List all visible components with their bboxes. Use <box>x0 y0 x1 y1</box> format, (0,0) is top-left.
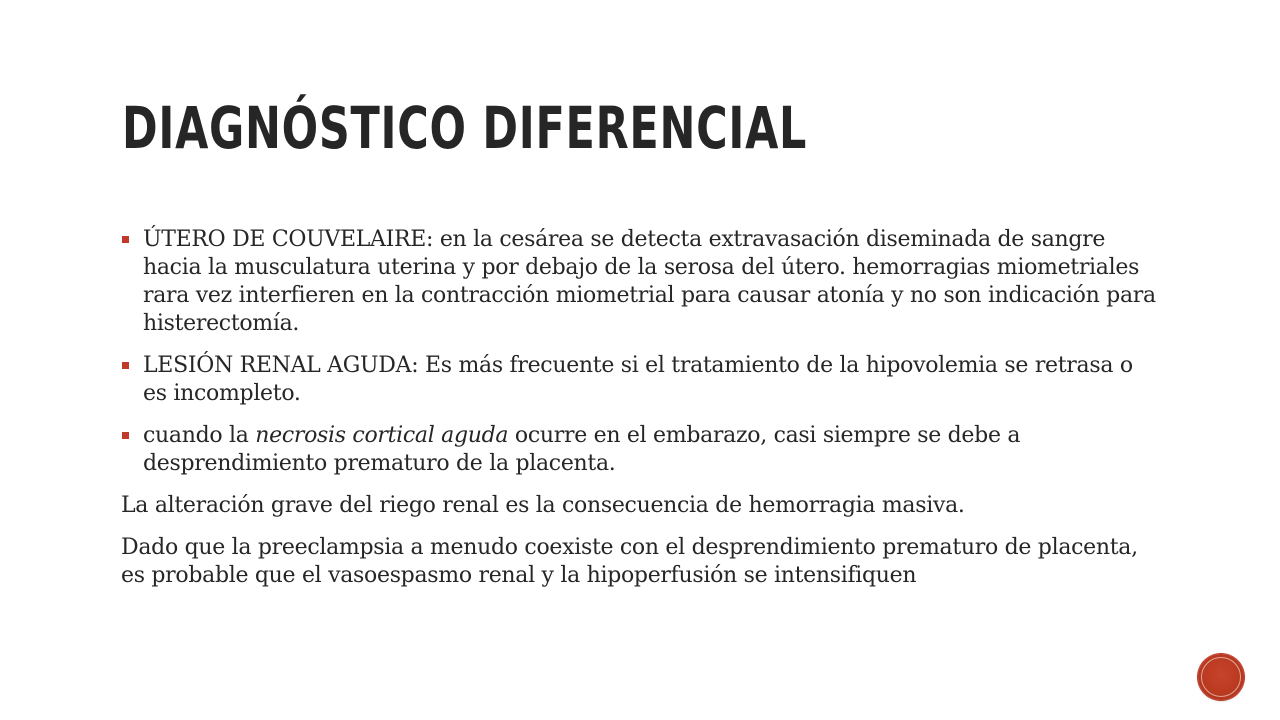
bullet-square-icon <box>122 432 129 439</box>
bullet-item-necrosis <box>121 422 1161 478</box>
bullet-text-italic: necrosis cortical aguda <box>255 423 509 448</box>
bullet-text-before: cuando la <box>143 423 256 448</box>
bullet-text-after: ocurre en el embarazo, casi siempre se debe a desprendimiento prematuro de la placenta. <box>143 423 1021 476</box>
bullet-text: : Es más frecuente si el tratamiento de la hipovolemia se retrasa o es incompleto. <box>143 353 1133 406</box>
paragraph-riego-renal: La alteración grave del riego renal es la consecuencia de hemorragia masiva. <box>121 493 965 518</box>
slide-nav-circle-icon[interactable] <box>1198 654 1244 700</box>
bullet-square-icon <box>122 236 129 243</box>
slide-content <box>121 226 1161 604</box>
bullet-square-icon <box>122 362 129 369</box>
bullet-item-lesion-renal <box>121 352 1161 408</box>
bullet-lead: ÚTERO DE COUVELAIRE <box>143 227 427 252</box>
bullet-item-couvelaire <box>121 226 1161 338</box>
bullet-lead: LESIÓN RENAL AGUDA <box>143 353 412 378</box>
paragraph-preeclampsia: Dado que la preeclampsia a menudo coexiste con el desprendimiento prematuro de placenta, es probable que el vasoespasmo renal y la hipoperfusión se intensifiquen <box>121 535 1138 588</box>
slide-title: DIAGNÓSTICO DIFERENCIAL <box>122 94 808 162</box>
bullet-text: : en la cesárea se detecta extravasación diseminada de sangre hacia la musculatura uterina y por debajo de la serosa del útero. hemorragias miometriales rara vez interfieren en la contracción miometrial para causar atonía y no son indicación para histerectomía. <box>143 227 1156 336</box>
